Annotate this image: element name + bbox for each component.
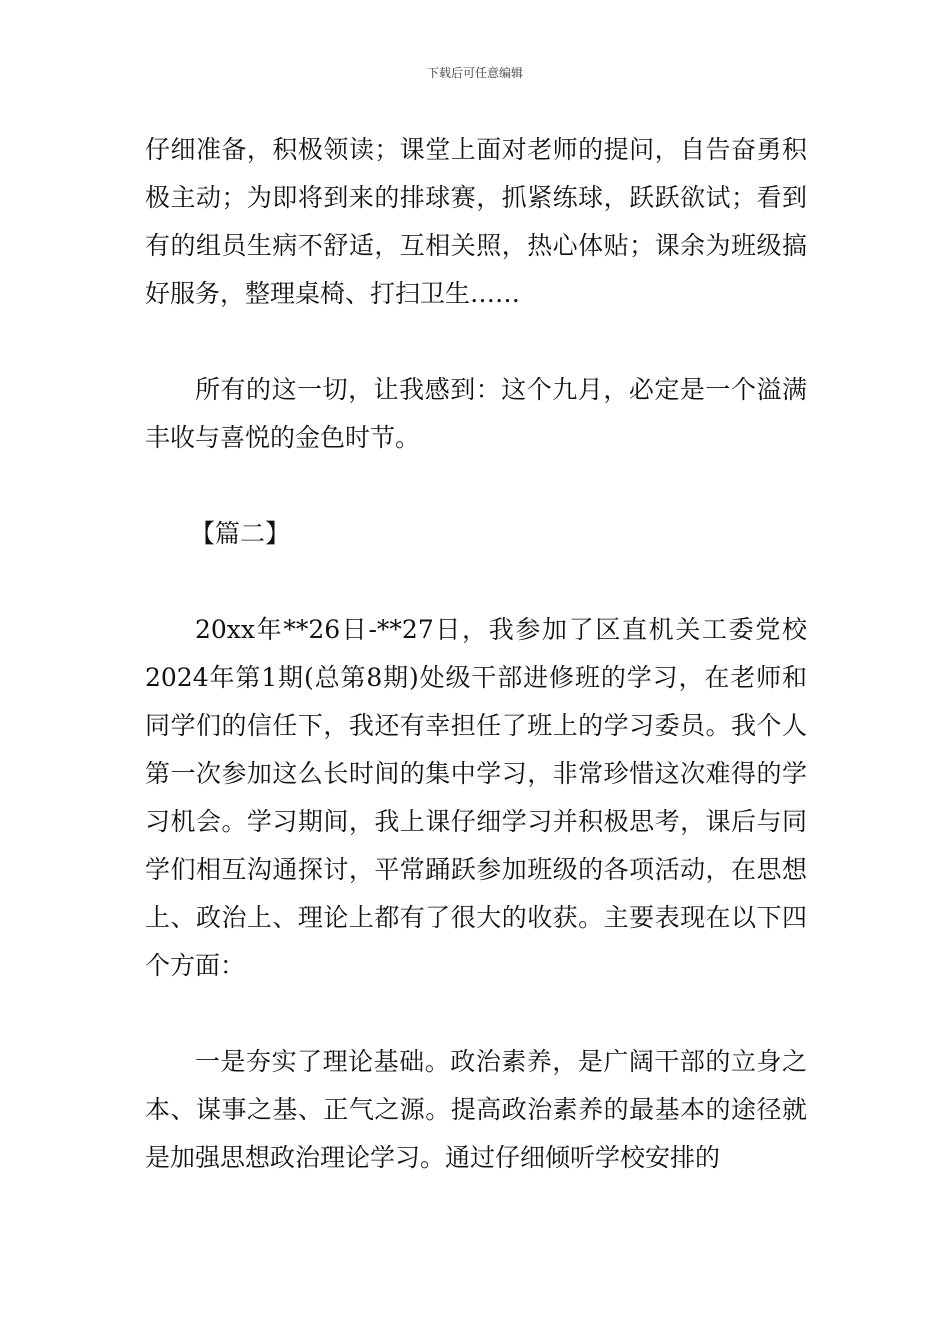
paragraph-gap <box>145 318 807 366</box>
section-heading: 【篇二】 <box>190 519 291 548</box>
paragraph-intro: 20xx年**26日-**27日，我参加了区直机关工委党校2024年第1期(总第8期)处级干部进修班的学习，在老师和同学们的信任下，我还有幸担任了班上的学习委员。我个人第一次参加这么长时间的集中学习，非常珍惜这次难得的学习机会。学习期间，我上课仔细学习并积极思考，课后与同学们相互沟通探讨，平常踊跃参加班级的各项活动，在思想上、政治上、理论上都有了很大的收获。主要表现在以下四个方面： <box>145 615 807 980</box>
paragraph-continuation: 仔细准备，积极领读；课堂上面对老师的提问，自告奋勇积极主动；为即将到来的排球赛，抓紧练球，跃跃欲试；看到有的组员生病不舒适，互相关照，热心体贴；课余为班级搞好服务，整理桌椅、打扫卫生…… <box>145 135 807 308</box>
paragraph-gap <box>145 462 807 510</box>
paragraph-gap <box>145 990 807 1038</box>
paragraph-point-one: 一是夯实了理论基础。政治素养，是广阔干部的立身之本、谋事之基、正气之源。提高政治素养的最基本的途径就是加强思想政治理论学习。通过仔细倾听学校安排的 <box>145 1047 807 1172</box>
page-header: 下载后可任意编辑 <box>426 66 523 80</box>
paragraph-gap <box>145 558 807 606</box>
paragraph-summary: 所有的这一切，让我感到：这个九月，必定是一个溢满丰收与喜悦的金色时节。 <box>145 375 807 452</box>
document-body <box>145 126 807 1182</box>
